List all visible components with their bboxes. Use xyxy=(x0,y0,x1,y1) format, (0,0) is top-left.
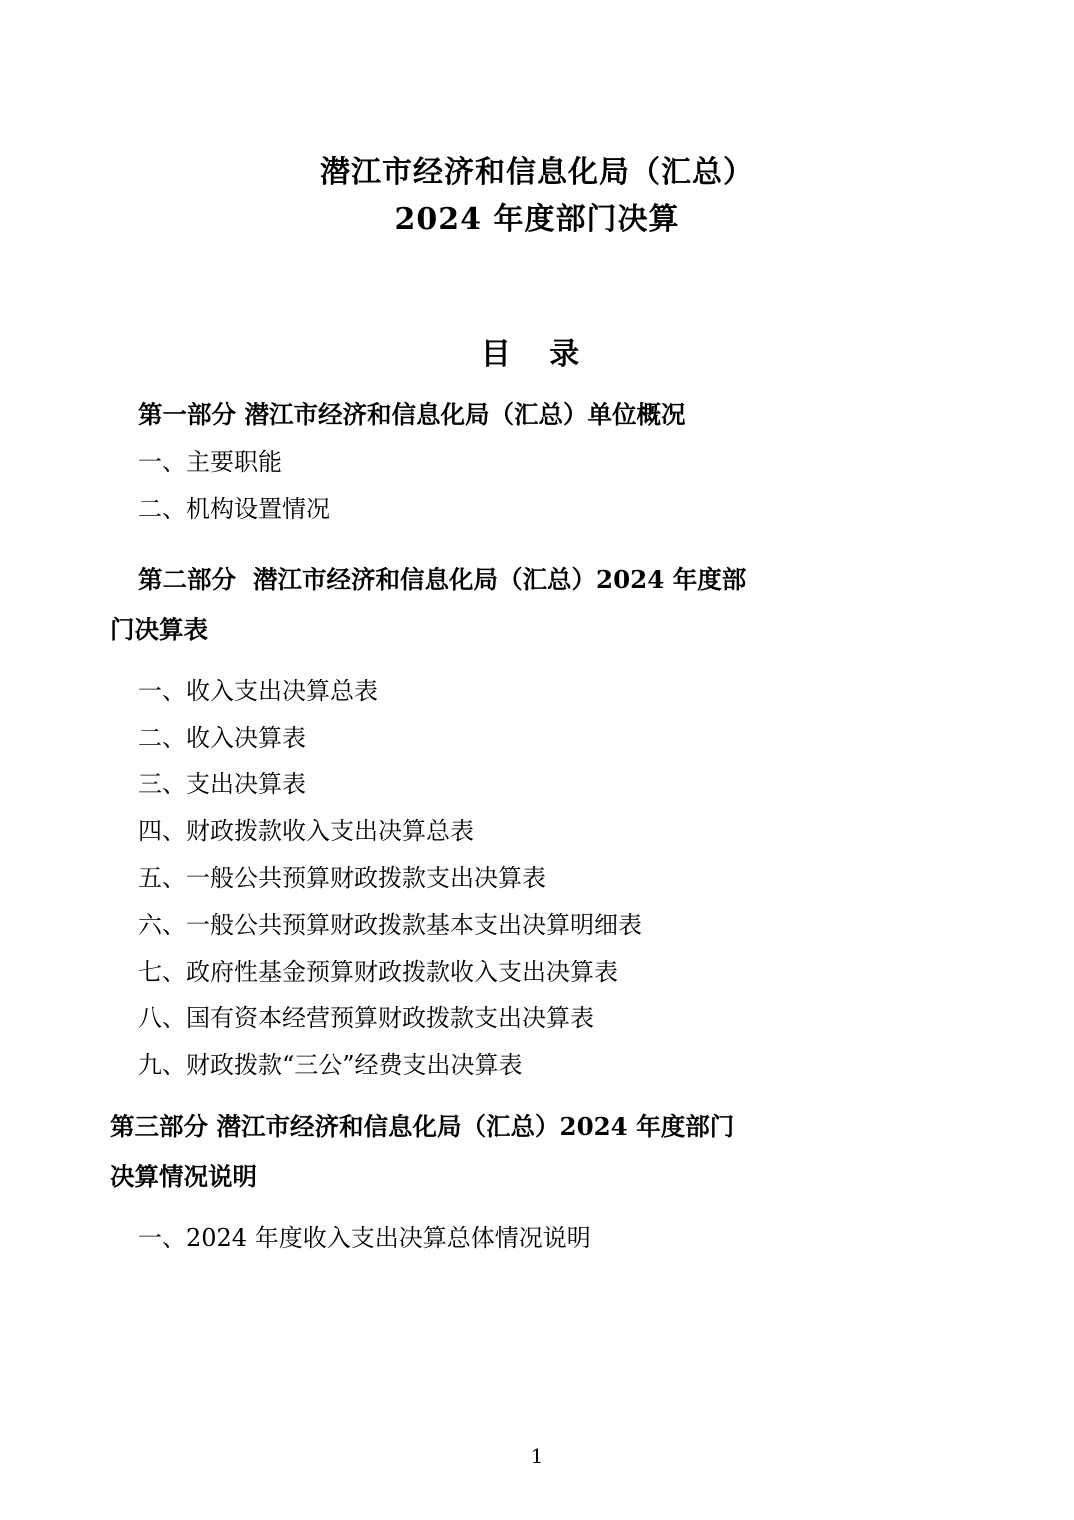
toc-item[interactable]: 第三部分 潜江市经济和信息化局（汇总）2024 年度部门 xyxy=(110,1112,735,1142)
toc-item[interactable]: 八、国有资本经营预算财政拨款支出决算表 xyxy=(138,1004,594,1033)
toc-item[interactable]: 二、机构设置情况 xyxy=(138,494,330,523)
toc-item[interactable]: 七、政府性基金预算财政拨款收入支出决算表 xyxy=(138,957,618,986)
toc-item[interactable]: 一、主要职能 xyxy=(138,447,282,476)
page-number: 1 xyxy=(530,1444,544,1468)
toc-item-continuation[interactable]: 决算情况说明 xyxy=(110,1161,257,1191)
toc-item-continuation[interactable]: 门决算表 xyxy=(110,615,208,645)
toc-item[interactable]: 五、一般公共预算财政拨款支出决算表 xyxy=(138,864,546,893)
toc-item[interactable]: 六、一般公共预算财政拨款基本支出决算明细表 xyxy=(138,910,642,939)
toc-item[interactable]: 一、2024 年度收入支出决算总体情况说明 xyxy=(138,1223,591,1252)
table-of-contents xyxy=(110,391,964,1261)
toc-item[interactable]: 第一部分 潜江市经济和信息化局（汇总）单位概况 xyxy=(138,400,686,429)
toc-item[interactable]: 二、收入决算表 xyxy=(138,723,306,752)
toc-item[interactable]: 三、支出决算表 xyxy=(138,770,306,799)
toc-item[interactable]: 九、财政拨款“三公”经费支出决算表 xyxy=(138,1051,523,1080)
document-title xyxy=(110,150,964,243)
document-title-line-2: 2024 年度部门决算 xyxy=(394,201,680,237)
toc-item[interactable]: 一、收入支出决算总表 xyxy=(138,676,378,705)
toc-item[interactable]: 四、财政拨款收入支出决算总表 xyxy=(138,817,474,846)
document-title-line-1: 潜江市经济和信息化局（汇总） xyxy=(320,155,754,190)
toc-heading: 目 录 xyxy=(480,337,594,372)
toc-item[interactable]: 第二部分 潜江市经济和信息化局（汇总）2024 年度部 xyxy=(138,565,747,595)
